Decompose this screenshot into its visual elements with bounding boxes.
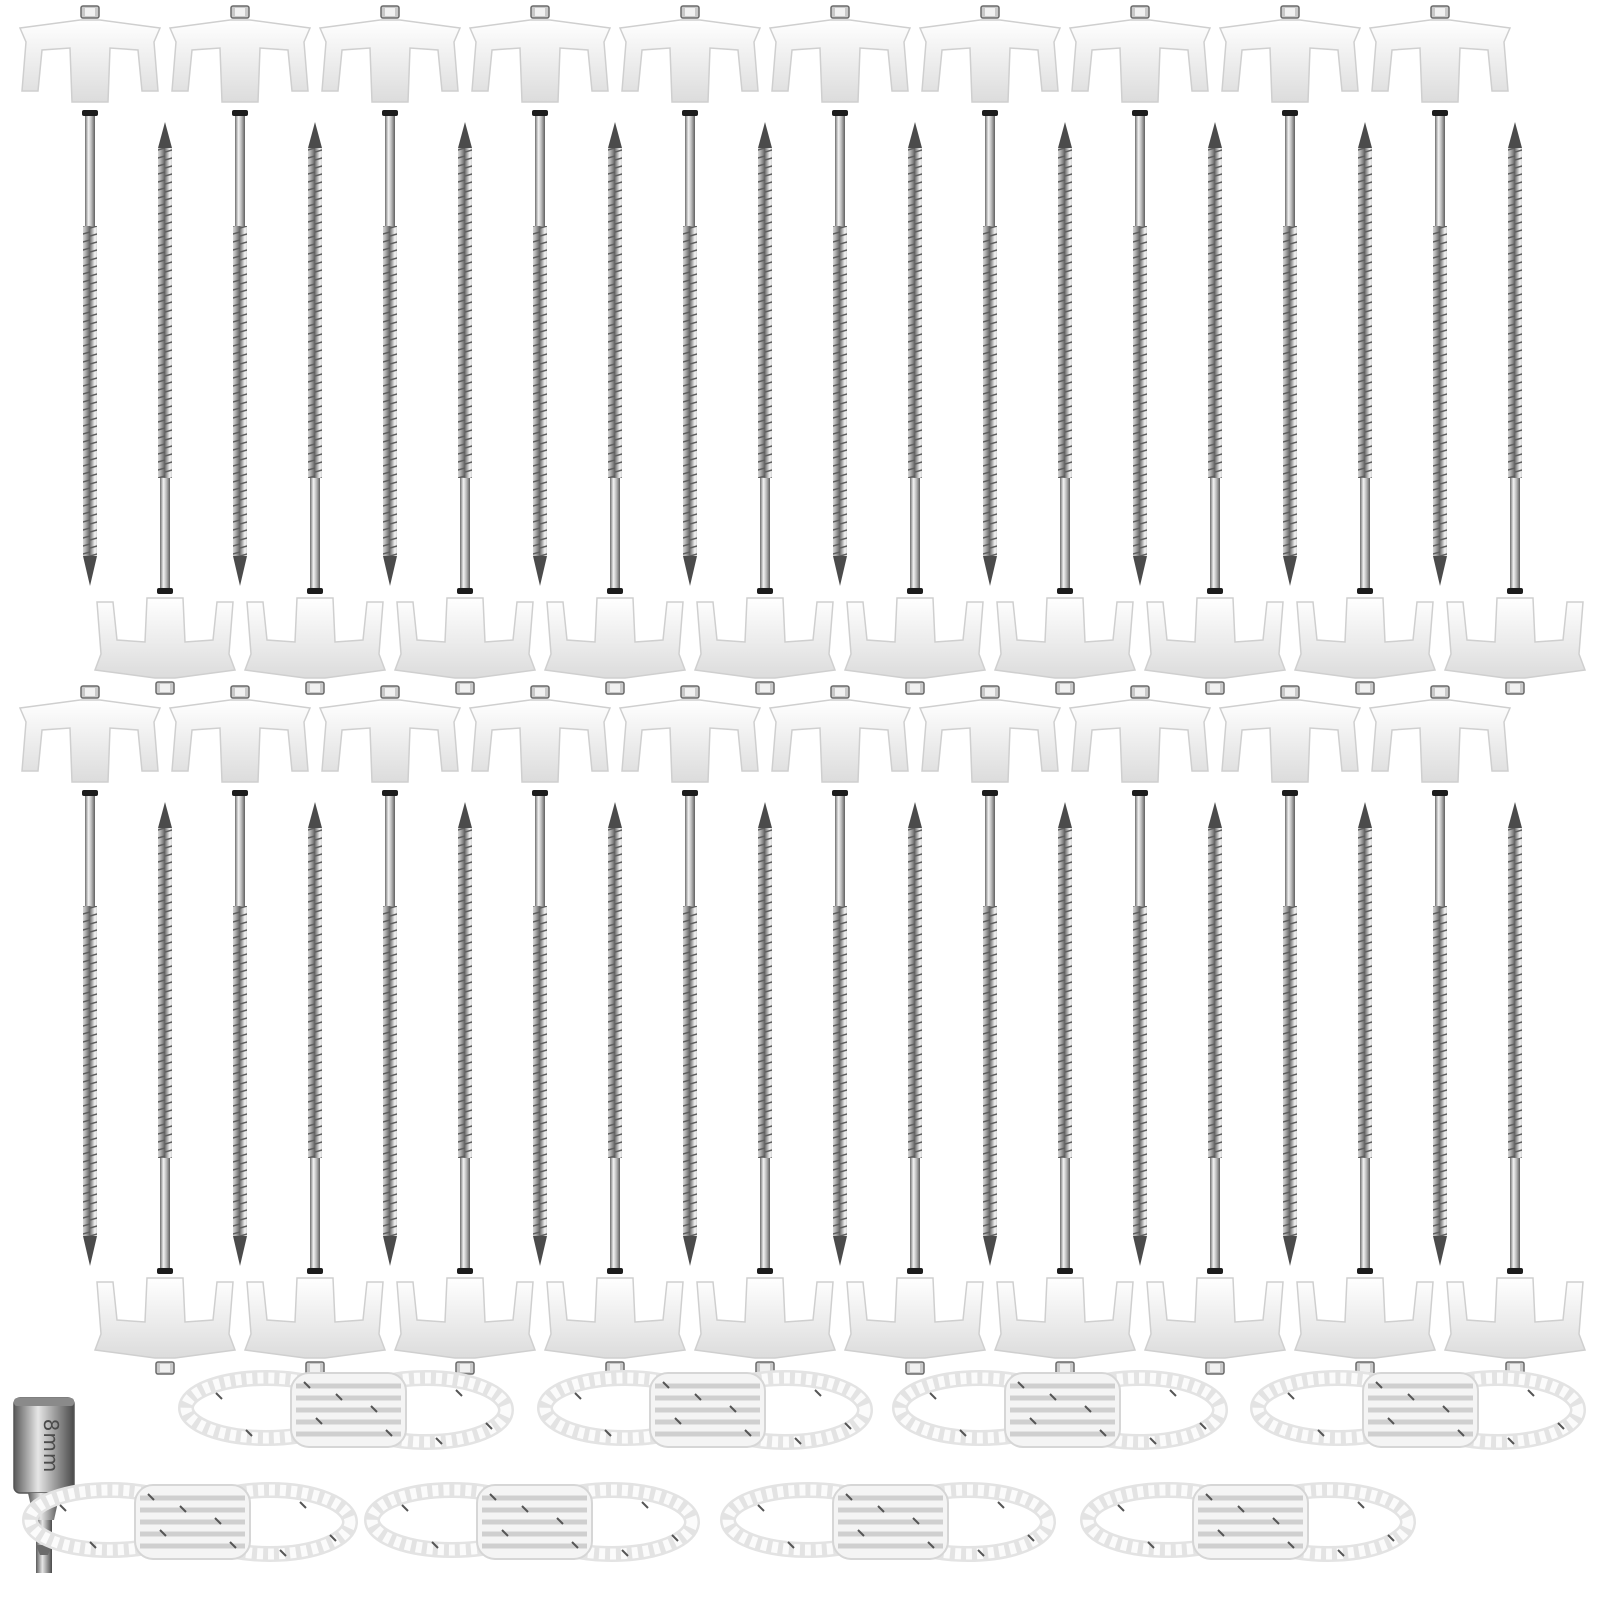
ground-screw-stake-icon	[620, 6, 760, 586]
rope-row-2	[30, 1485, 1408, 1559]
ground-screw-stake-icon	[770, 686, 910, 1266]
coiled-guy-rope-icon	[30, 1485, 350, 1559]
ground-screw-stake-icon	[920, 686, 1060, 1266]
ground-screw-stake-icon	[1145, 802, 1285, 1374]
ground-screw-stake-icon	[845, 122, 985, 694]
ground-screw-stake-icon	[470, 686, 610, 1266]
ground-screw-stake-icon	[620, 686, 760, 1266]
coiled-guy-rope-icon	[728, 1485, 1048, 1559]
driver-size-label: 8mm	[39, 1418, 63, 1474]
ground-screw-stake-icon	[695, 122, 835, 694]
ground-screw-stake-icon	[995, 802, 1135, 1374]
ground-screw-stake-icon	[1370, 6, 1510, 586]
coiled-guy-rope-icon	[1088, 1485, 1408, 1559]
stake-row-1	[20, 6, 1585, 694]
ground-screw-stake-icon	[1070, 686, 1210, 1266]
ground-screw-stake-icon	[395, 122, 535, 694]
ground-screw-stake-icon	[20, 686, 160, 1266]
coiled-guy-rope-icon	[186, 1373, 506, 1447]
ground-screw-stake-icon	[320, 686, 460, 1266]
ground-screw-stake-icon	[545, 122, 685, 694]
ground-screw-stake-icon	[695, 802, 835, 1374]
coiled-guy-rope-icon	[372, 1485, 692, 1559]
ground-screw-stake-icon	[1220, 6, 1360, 586]
ground-screw-stake-icon	[245, 122, 385, 694]
ground-screw-stake-icon	[395, 802, 535, 1374]
ground-screw-stake-icon	[245, 802, 385, 1374]
ground-screw-stake-icon	[170, 686, 310, 1266]
ground-screw-stake-icon	[1220, 686, 1360, 1266]
ground-screw-stake-icon	[95, 122, 235, 694]
rope-row-1	[186, 1373, 1578, 1447]
coiled-guy-rope-icon	[545, 1373, 865, 1447]
ground-screw-stake-icon	[320, 6, 460, 586]
ground-screw-stake-icon	[470, 6, 610, 586]
ground-screw-stake-icon	[545, 802, 685, 1374]
ground-screw-stake-icon	[1070, 6, 1210, 586]
ground-screw-stake-icon	[1370, 686, 1510, 1266]
ground-screw-stake-icon	[1445, 122, 1585, 694]
ground-screw-stake-icon	[995, 122, 1135, 694]
ground-screw-stake-icon	[1145, 122, 1285, 694]
ground-screw-stake-icon	[845, 802, 985, 1374]
ground-screw-stake-icon	[20, 6, 160, 586]
ground-screw-stake-icon	[1445, 802, 1585, 1374]
ground-screw-stake-icon	[770, 6, 910, 586]
coiled-guy-rope-icon	[900, 1373, 1220, 1447]
ground-screw-stake-icon	[920, 6, 1060, 586]
ground-screw-stake-icon	[1295, 802, 1435, 1374]
ground-screw-stake-icon	[1295, 122, 1435, 694]
ground-screw-stake-icon	[170, 6, 310, 586]
stake-row-2	[20, 686, 1585, 1374]
ground-screw-stake-icon	[95, 802, 235, 1374]
coiled-guy-rope-icon	[1258, 1373, 1578, 1447]
